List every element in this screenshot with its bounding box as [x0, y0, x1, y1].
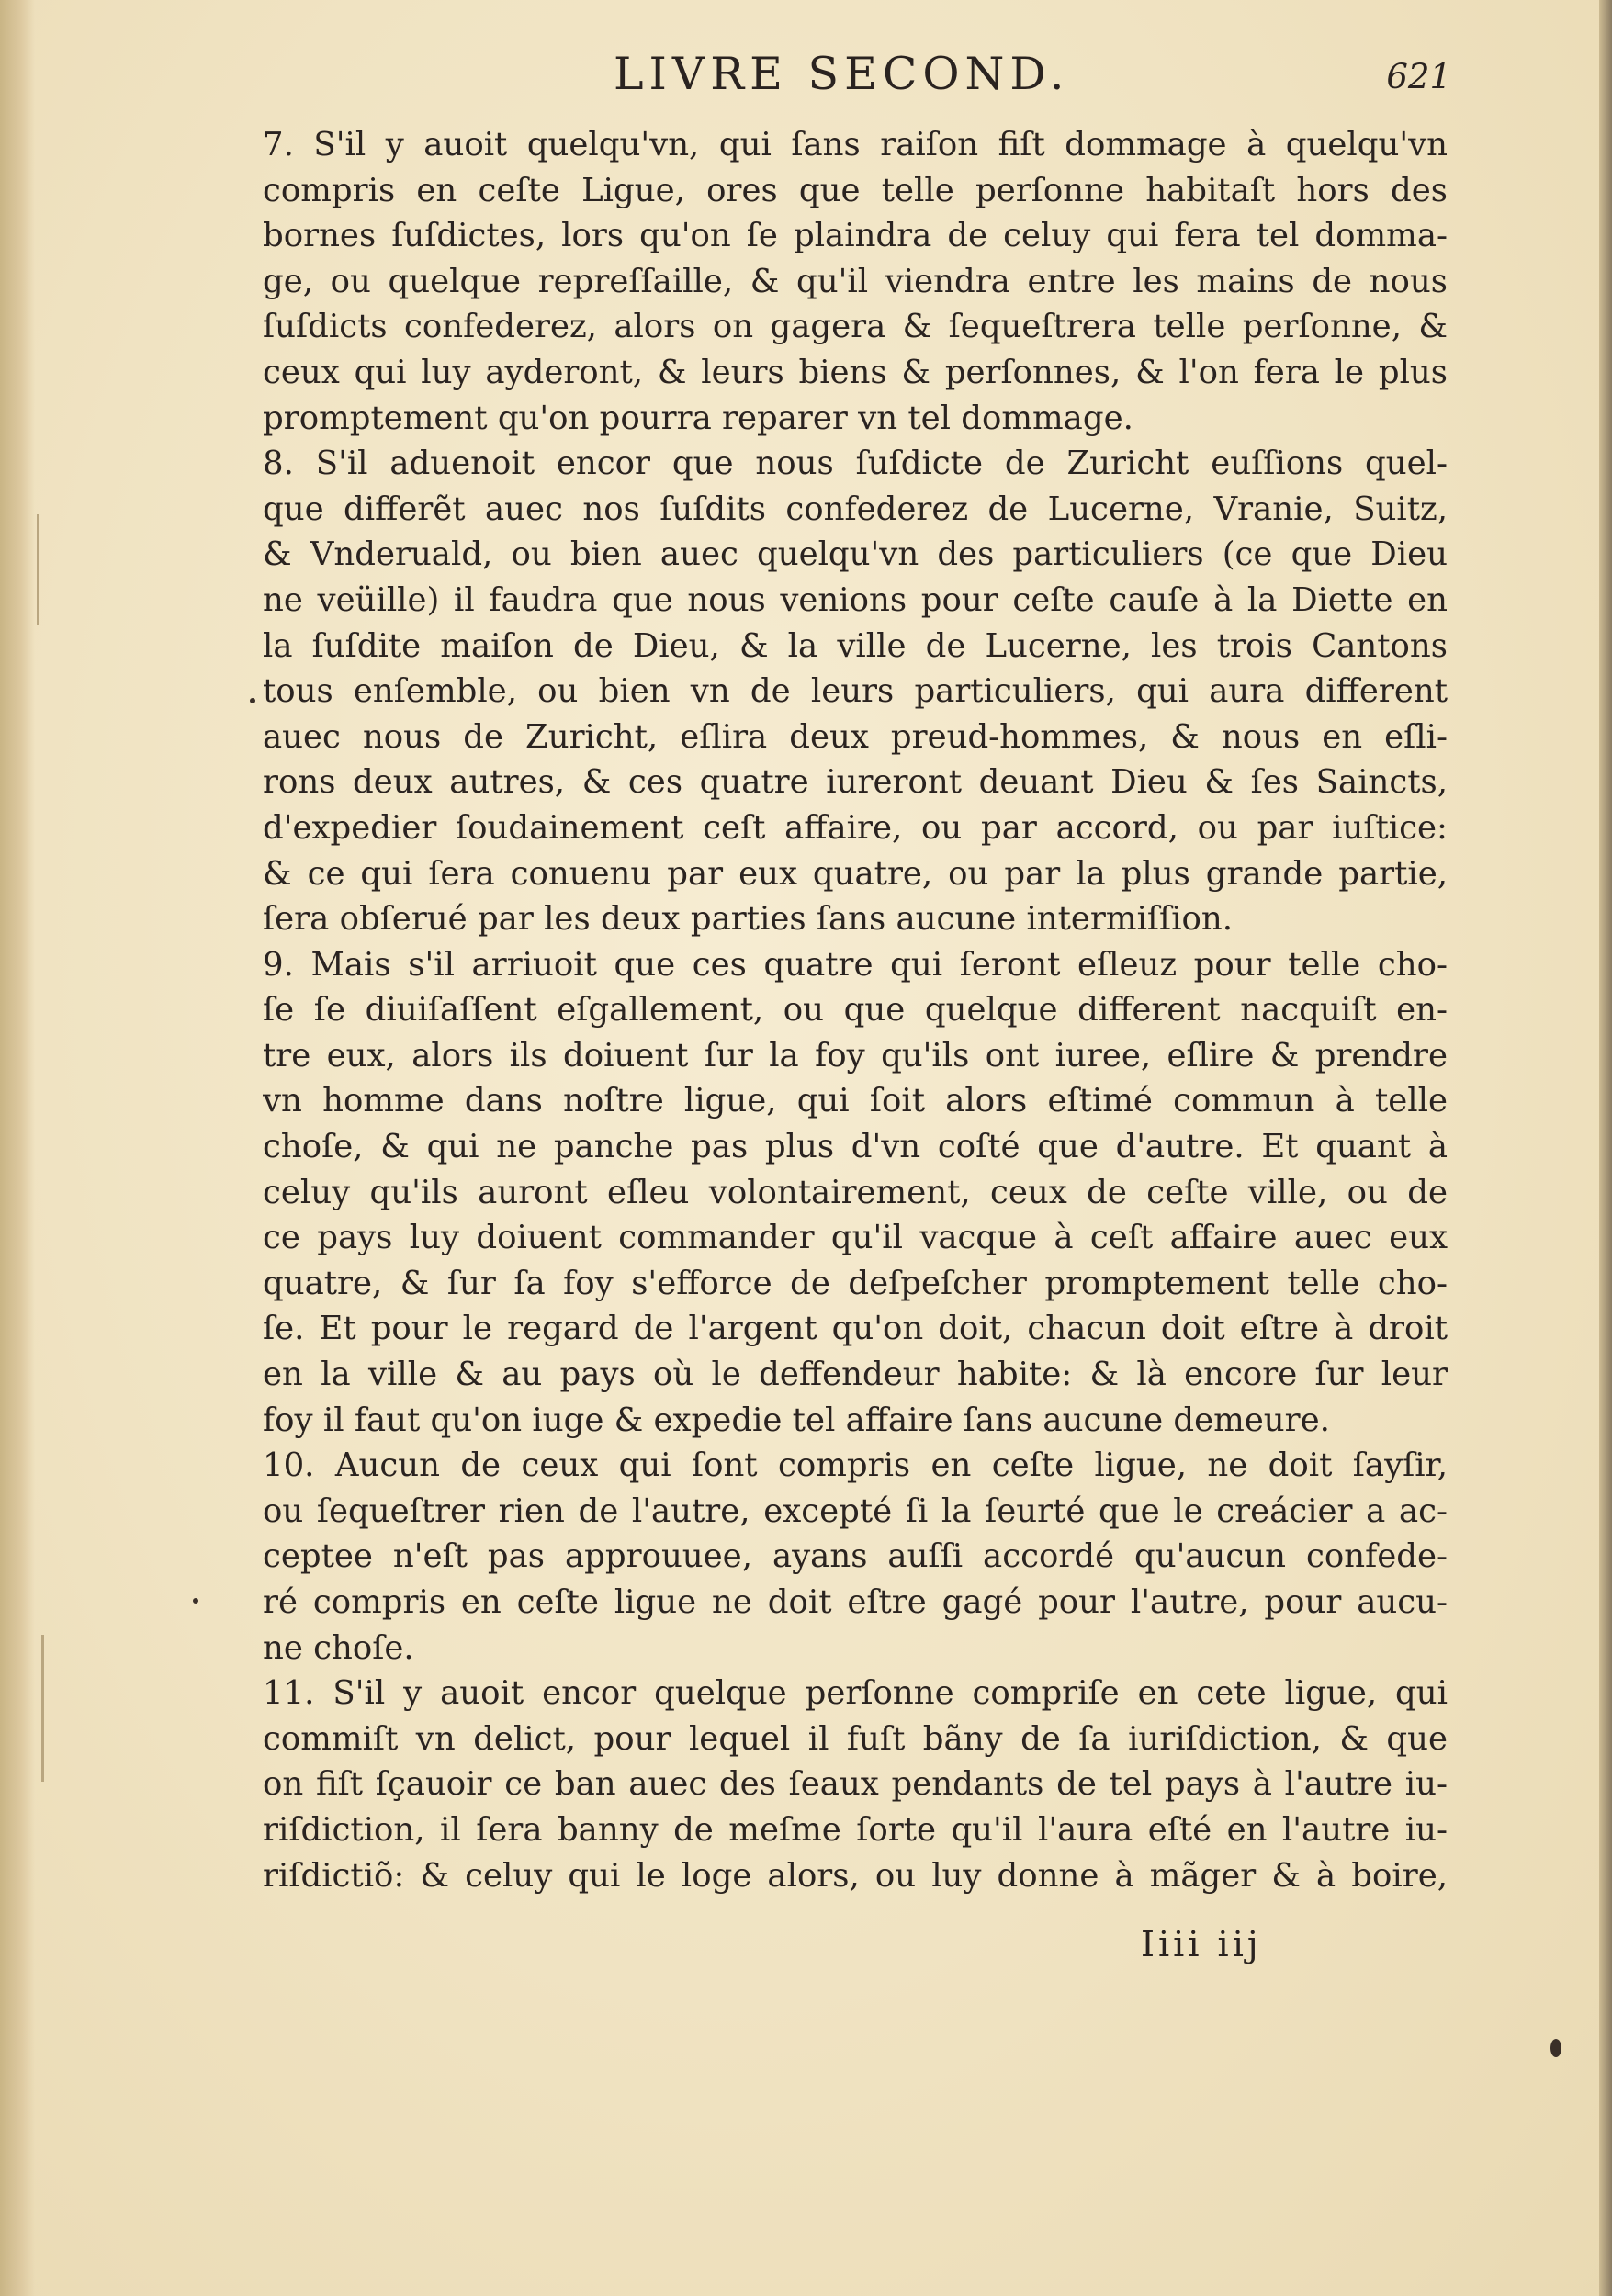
text-line: ré compris en ceſte ligue ne doit eſtre gagé pour l'autre, pour aucu- — [263, 1583, 1448, 1621]
text-line: & ce qui ſera conuenu par eux quatre, ou par la plus grande partie, — [263, 854, 1448, 893]
text-line: foy il faut qu'on iuge & expedie tel affaire ſans aucune demeure. — [263, 1401, 1330, 1439]
text-line: 11. S'il y auoit encor quelque perſonne compriſe en cete ligue, qui — [263, 1674, 1448, 1713]
text-line: la ſuſdite maiſon de Dieu, & la ville de Lucerne, les trois Cantons — [263, 626, 1448, 665]
text-line: ſera obſerué par les deux parties ſans aucune intermiſſion. — [263, 900, 1234, 939]
text-line: ſe ſe diuiſaſſent eſgallement, ou que quelque different nacquiſt en- — [263, 991, 1448, 1030]
ink-speck — [193, 1598, 198, 1604]
text-line: ceptee n'eſt pas approuuee, ayans auſſi accordé qu'aucun confede- — [263, 1537, 1448, 1576]
signature-mark: Iiii iij — [1141, 1924, 1262, 1964]
text-line: choſe, & qui ne panche pas plus d'vn coſté que d'autre. Et quant à — [263, 1128, 1448, 1166]
text-line: & Vnderuald, ou bien auec quelqu'vn des particuliers (ce que Dieu — [263, 535, 1448, 574]
text-line: vn homme dans noſtre ligue, qui ſoit alors eſtimé commun à telle — [263, 1082, 1448, 1120]
text-line: compris en ceſte Ligue, ores que telle perſonne habitaſt hors des — [263, 171, 1448, 209]
text-line: celuy qu'ils auront eſleu volontairement, ceux de ceſte ville, ou de — [263, 1173, 1448, 1211]
running-title: LIVRE SECOND. — [614, 48, 1070, 100]
text-line: en la ville & au pays où le deffendeur habite: & là encore ſur leur — [263, 1356, 1448, 1394]
text-line: 10. Aucun de ceux qui ſont compris en ceſte ligue, ne doit ſayſir, — [263, 1446, 1448, 1485]
page-left-edge-shadow — [0, 0, 35, 2296]
text-line: ne veüille) il faudra que nous venions pour ceſte cauſe à la Diette en — [263, 580, 1448, 619]
text-line: d'expedier ſoudainement ceſt affaire, ou par accord, ou par iuſtice: — [263, 808, 1448, 847]
text-line: bornes ſuſdictes, lors qu'on ſe plaindra de celuy qui fera tel domma- — [263, 217, 1448, 255]
text-line: tre eux, alors ils doiuent ſur la foy qu'ils ont iuree, eſlire & prendre — [263, 1036, 1448, 1075]
text-line: rons deux autres, & ces quatre iureront deuant Dieu & ſes Saincts, — [263, 763, 1448, 802]
text-line: ceux qui luy ayderont, & leurs biens & perſonnes, & l'on fera le plus — [263, 353, 1448, 391]
text-line: promptement qu'on pourra reparer vn tel dommage. — [263, 399, 1133, 437]
text-line: ou ſequeſtrer rien de l'autre, excepté ſi la ſeurté que le creácier a ac- — [263, 1491, 1448, 1530]
text-line: ſuſdicts confederez, alors on gagera & ſequeſtrera telle perſonne, & — [263, 308, 1448, 346]
margin-stain — [41, 1635, 44, 1782]
page-right-edge-shadow — [1599, 0, 1612, 2296]
text-block — [263, 122, 1448, 1898]
page-number: 621 — [1386, 57, 1451, 96]
ink-speck — [250, 698, 255, 703]
page-header — [551, 48, 1470, 112]
margin-stain — [37, 514, 39, 625]
text-line: ſe. Et pour le regard de l'argent qu'on doit, chacun doit eſtre à droit — [263, 1310, 1448, 1348]
text-line: ge, ou quelque repreſſaille, & qu'il viendra entre les mains de nous — [263, 262, 1448, 300]
text-line: auec nous de Zuricht, eſlira deux preud-hommes, & nous en eſli- — [263, 717, 1448, 756]
text-line: ne choſe. — [263, 1628, 414, 1667]
text-line: 7. S'il y auoit quelqu'vn, qui ſans raiſon fiſt dommage à quelqu'vn — [263, 126, 1448, 163]
text-line: tous enſemble, ou bien vn de leurs particuliers, qui aura different — [263, 672, 1448, 711]
text-line: que differẽt auec nos ſuſdits confederez de Lucerne, Vranie, Suitz, — [263, 490, 1448, 528]
text-line: riſdiction, il ſera banny de meſme ſorte qu'il l'aura eſté en l'autre iu- — [263, 1810, 1448, 1849]
text-line: on fiſt ſçauoir ce ban auec des ſeaux pendants de tel pays à l'autre iu- — [263, 1765, 1448, 1804]
text-line: 8. S'il aduenoit encor que nous ſuſdicte de Zuricht euſſions quel- — [263, 445, 1448, 483]
ink-speck — [1550, 2039, 1561, 2057]
text-line: ce pays luy doiuent commander qu'il vacque à ceſt affaire auec eux — [263, 1219, 1448, 1257]
text-line: quatre, & ſur ſa foy s'efforce de deſpeſcher promptement telle cho- — [263, 1264, 1448, 1302]
text-line: riſdictiõ: & celuy qui le loge alors, ou luy donne à mãger & à boire, — [263, 1856, 1448, 1895]
text-line: 9. Mais s'il arriuoit que ces quatre qui ſeront eſleuz pour telle cho- — [263, 945, 1448, 984]
text-line: commiſt vn delict, pour lequel il fuſt bãny de ſa iuriſdiction, & que — [263, 1719, 1448, 1758]
